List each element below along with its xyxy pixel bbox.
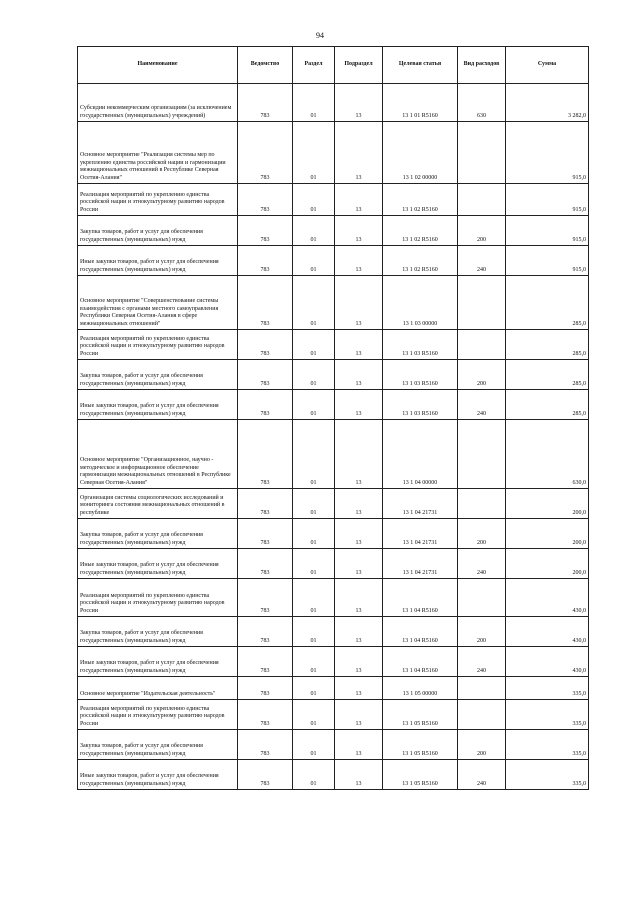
- row-department-cell: 783: [238, 184, 293, 216]
- row-expense-type-cell: [458, 276, 506, 330]
- row-target-item-cell: 13 1 05 00000: [383, 677, 458, 700]
- row-subsection-cell: 13: [335, 617, 383, 647]
- row-subsection-cell: 13: [335, 390, 383, 420]
- row-expense-type-cell: [458, 122, 506, 184]
- row-section-cell: 01: [293, 122, 335, 184]
- table-row: [78, 647, 589, 677]
- row-department-cell: 783: [238, 216, 293, 246]
- row-department-cell: 783: [238, 330, 293, 360]
- table-row: [78, 276, 589, 330]
- row-name-cell: Закупка товаров, работ и услуг для обеспечения государственных (муниципальных) нужд: [78, 216, 238, 246]
- row-name-cell: Реализация мероприятий по укреплению единства российской нации и этнокультурному развитию народов России: [78, 330, 238, 360]
- row-section-cell: 01: [293, 617, 335, 647]
- row-expense-type-cell: 200: [458, 519, 506, 549]
- row-name-cell: Основное мероприятие "Совершенствование системы взаимодействия с органами местного самоуправления Республики Северная Осетия-Алания в сфере межнациональных отношений": [78, 276, 238, 330]
- table-row: [78, 730, 589, 760]
- row-subsection-cell: 13: [335, 760, 383, 790]
- table-row: [78, 760, 589, 790]
- row-target-item-cell: 13 1 04 R5160: [383, 617, 458, 647]
- row-section-cell: 01: [293, 390, 335, 420]
- table-row: [78, 330, 589, 360]
- row-department-cell: 783: [238, 122, 293, 184]
- row-target-item-cell: 13 1 02 R5160: [383, 184, 458, 216]
- row-expense-type-cell: 200: [458, 360, 506, 390]
- row-target-item-cell: 13 1 02 R5160: [383, 216, 458, 246]
- row-section-cell: 01: [293, 579, 335, 617]
- row-section-cell: 01: [293, 276, 335, 330]
- row-amount-cell: 335,0: [506, 730, 589, 760]
- header-target-item: Целевая статья: [383, 47, 458, 84]
- row-target-item-cell: 13 1 04 00000: [383, 420, 458, 489]
- row-expense-type-cell: [458, 184, 506, 216]
- row-section-cell: 01: [293, 420, 335, 489]
- row-section-cell: 01: [293, 489, 335, 519]
- row-target-item-cell: 13 1 04 R5160: [383, 647, 458, 677]
- row-department-cell: 783: [238, 677, 293, 700]
- row-subsection-cell: 13: [335, 700, 383, 730]
- table-header-row: [78, 47, 589, 84]
- row-section-cell: 01: [293, 519, 335, 549]
- table-row: [78, 677, 589, 700]
- header-subsection: Подраздел: [335, 47, 383, 84]
- row-name-cell: Иные закупки товаров, работ и услуг для обеспечения государственных (муниципальных) нужд: [78, 390, 238, 420]
- row-name-cell: Иные закупки товаров, работ и услуг для обеспечения государственных (муниципальных) нужд: [78, 647, 238, 677]
- row-department-cell: 783: [238, 246, 293, 276]
- row-department-cell: 783: [238, 390, 293, 420]
- row-target-item-cell: 13 1 02 00000: [383, 122, 458, 184]
- table-row: [78, 390, 589, 420]
- row-department-cell: 783: [238, 579, 293, 617]
- row-name-cell: Закупка товаров, работ и услуг для обеспечения государственных (муниципальных) нужд: [78, 617, 238, 647]
- row-expense-type-cell: 240: [458, 760, 506, 790]
- row-target-item-cell: 13 1 03 00000: [383, 276, 458, 330]
- row-section-cell: 01: [293, 360, 335, 390]
- row-amount-cell: 285,0: [506, 360, 589, 390]
- row-expense-type-cell: 240: [458, 549, 506, 579]
- page-number: 94: [316, 31, 324, 40]
- row-amount-cell: 200,0: [506, 549, 589, 579]
- table-row: [78, 519, 589, 549]
- row-department-cell: 783: [238, 700, 293, 730]
- row-target-item-cell: 13 1 04 21731: [383, 549, 458, 579]
- header-department: Ведомство: [238, 47, 293, 84]
- table-row: [78, 489, 589, 519]
- row-section-cell: 01: [293, 330, 335, 360]
- row-name-cell: Иные закупки товаров, работ и услуг для обеспечения государственных (муниципальных) нужд: [78, 760, 238, 790]
- row-amount-cell: 200,0: [506, 489, 589, 519]
- row-target-item-cell: 13 1 04 R5160: [383, 579, 458, 617]
- row-section-cell: 01: [293, 760, 335, 790]
- row-amount-cell: 630,0: [506, 420, 589, 489]
- header-name: Наименование: [78, 47, 238, 84]
- row-target-item-cell: 13 1 04 21731: [383, 489, 458, 519]
- row-expense-type-cell: [458, 489, 506, 519]
- header-expense-type: Вид расходов: [458, 47, 506, 84]
- row-name-cell: Закупка товаров, работ и услуг для обеспечения государственных (муниципальных) нужд: [78, 360, 238, 390]
- row-department-cell: 783: [238, 760, 293, 790]
- row-department-cell: 783: [238, 519, 293, 549]
- row-department-cell: 783: [238, 489, 293, 519]
- row-amount-cell: 3 282,0: [506, 84, 589, 122]
- row-expense-type-cell: 240: [458, 390, 506, 420]
- row-subsection-cell: 13: [335, 647, 383, 677]
- row-department-cell: 783: [238, 549, 293, 579]
- table-row: [78, 122, 589, 184]
- row-subsection-cell: 13: [335, 360, 383, 390]
- row-department-cell: 783: [238, 276, 293, 330]
- row-amount-cell: 200,0: [506, 519, 589, 549]
- header-section: Раздел: [293, 47, 335, 84]
- row-section-cell: 01: [293, 184, 335, 216]
- header-amount: Сумма: [506, 47, 589, 84]
- row-subsection-cell: 13: [335, 677, 383, 700]
- row-target-item-cell: 13 1 03 R5160: [383, 360, 458, 390]
- row-name-cell: Основное мероприятие "Организационное, научно - методическое и информационное обеспечение гармонизации межнациональных отношений в Республике Северная Осетия-Алания": [78, 420, 238, 489]
- table-row: [78, 84, 589, 122]
- row-target-item-cell: 13 1 05 R5160: [383, 760, 458, 790]
- row-section-cell: 01: [293, 700, 335, 730]
- row-amount-cell: 285,0: [506, 330, 589, 360]
- table-row: [78, 184, 589, 216]
- row-amount-cell: 915,0: [506, 216, 589, 246]
- row-subsection-cell: 13: [335, 216, 383, 246]
- row-expense-type-cell: 630: [458, 84, 506, 122]
- table-row: [78, 617, 589, 647]
- row-amount-cell: 285,0: [506, 276, 589, 330]
- row-subsection-cell: 13: [335, 276, 383, 330]
- row-subsection-cell: 13: [335, 549, 383, 579]
- row-subsection-cell: 13: [335, 730, 383, 760]
- row-name-cell: Организация системы социологических исследований и мониторинга состояния межнациональных отношений в республике: [78, 489, 238, 519]
- row-amount-cell: 915,0: [506, 122, 589, 184]
- row-expense-type-cell: [458, 677, 506, 700]
- table-row: [78, 549, 589, 579]
- row-section-cell: 01: [293, 647, 335, 677]
- row-amount-cell: 335,0: [506, 677, 589, 700]
- row-name-cell: Реализация мероприятий по укреплению единства российской нации и этнокультурному развитию народов России: [78, 700, 238, 730]
- row-name-cell: Закупка товаров, работ и услуг для обеспечения государственных (муниципальных) нужд: [78, 519, 238, 549]
- row-subsection-cell: 13: [335, 84, 383, 122]
- row-subsection-cell: 13: [335, 184, 383, 216]
- row-target-item-cell: 13 1 02 R5160: [383, 246, 458, 276]
- row-target-item-cell: 13 1 03 R5160: [383, 390, 458, 420]
- row-amount-cell: 335,0: [506, 760, 589, 790]
- row-expense-type-cell: [458, 330, 506, 360]
- row-department-cell: 783: [238, 647, 293, 677]
- row-name-cell: Основное мероприятие "Издательская деятельность": [78, 677, 238, 700]
- row-target-item-cell: 13 1 05 R5160: [383, 700, 458, 730]
- row-subsection-cell: 13: [335, 330, 383, 360]
- budget-table: [77, 46, 589, 790]
- table-row: [78, 246, 589, 276]
- row-subsection-cell: 13: [335, 489, 383, 519]
- row-expense-type-cell: [458, 579, 506, 617]
- row-amount-cell: 335,0: [506, 700, 589, 730]
- row-department-cell: 783: [238, 84, 293, 122]
- row-section-cell: 01: [293, 246, 335, 276]
- row-expense-type-cell: 200: [458, 216, 506, 246]
- row-target-item-cell: 13 1 01 R5160: [383, 84, 458, 122]
- row-expense-type-cell: 200: [458, 730, 506, 760]
- row-subsection-cell: 13: [335, 246, 383, 276]
- row-department-cell: 783: [238, 617, 293, 647]
- row-section-cell: 01: [293, 677, 335, 700]
- row-expense-type-cell: 200: [458, 617, 506, 647]
- row-section-cell: 01: [293, 84, 335, 122]
- row-section-cell: 01: [293, 216, 335, 246]
- row-department-cell: 783: [238, 420, 293, 489]
- row-subsection-cell: 13: [335, 519, 383, 549]
- row-name-cell: Иные закупки товаров, работ и услуг для обеспечения государственных (муниципальных) нужд: [78, 246, 238, 276]
- row-target-item-cell: 13 1 03 R5160: [383, 330, 458, 360]
- row-name-cell: Субсидии некоммерческим организациям (за исключением государственных (муниципальных) учреждений): [78, 84, 238, 122]
- row-subsection-cell: 13: [335, 122, 383, 184]
- row-name-cell: Иные закупки товаров, работ и услуг для обеспечения государственных (муниципальных) нужд: [78, 549, 238, 579]
- row-expense-type-cell: [458, 700, 506, 730]
- table-row: [78, 360, 589, 390]
- row-name-cell: Основное мероприятие "Реализация системы мер по укреплению единства российской нации и гармонизации межнациональных отношений в Республике Северная Осетия-Алания": [78, 122, 238, 184]
- row-department-cell: 783: [238, 730, 293, 760]
- row-amount-cell: 430,0: [506, 579, 589, 617]
- row-expense-type-cell: [458, 420, 506, 489]
- row-amount-cell: 915,0: [506, 246, 589, 276]
- row-subsection-cell: 13: [335, 579, 383, 617]
- row-expense-type-cell: 240: [458, 647, 506, 677]
- row-amount-cell: 915,0: [506, 184, 589, 216]
- row-target-item-cell: 13 1 05 R5160: [383, 730, 458, 760]
- row-expense-type-cell: 240: [458, 246, 506, 276]
- row-name-cell: Реализация мероприятий по укреплению единства российской нации и этнокультурному развитию народов России: [78, 579, 238, 617]
- row-subsection-cell: 13: [335, 420, 383, 489]
- row-name-cell: Реализация мероприятий по укреплению единства российской нации и этнокультурному развитию народов России: [78, 184, 238, 216]
- table-row: [78, 700, 589, 730]
- row-amount-cell: 430,0: [506, 617, 589, 647]
- row-amount-cell: 285,0: [506, 390, 589, 420]
- row-department-cell: 783: [238, 360, 293, 390]
- table-row: [78, 579, 589, 617]
- row-name-cell: Закупка товаров, работ и услуг для обеспечения государственных (муниципальных) нужд: [78, 730, 238, 760]
- row-section-cell: 01: [293, 549, 335, 579]
- row-section-cell: 01: [293, 730, 335, 760]
- row-amount-cell: 430,0: [506, 647, 589, 677]
- table-row: [78, 420, 589, 489]
- row-target-item-cell: 13 1 04 21731: [383, 519, 458, 549]
- table-row: [78, 216, 589, 246]
